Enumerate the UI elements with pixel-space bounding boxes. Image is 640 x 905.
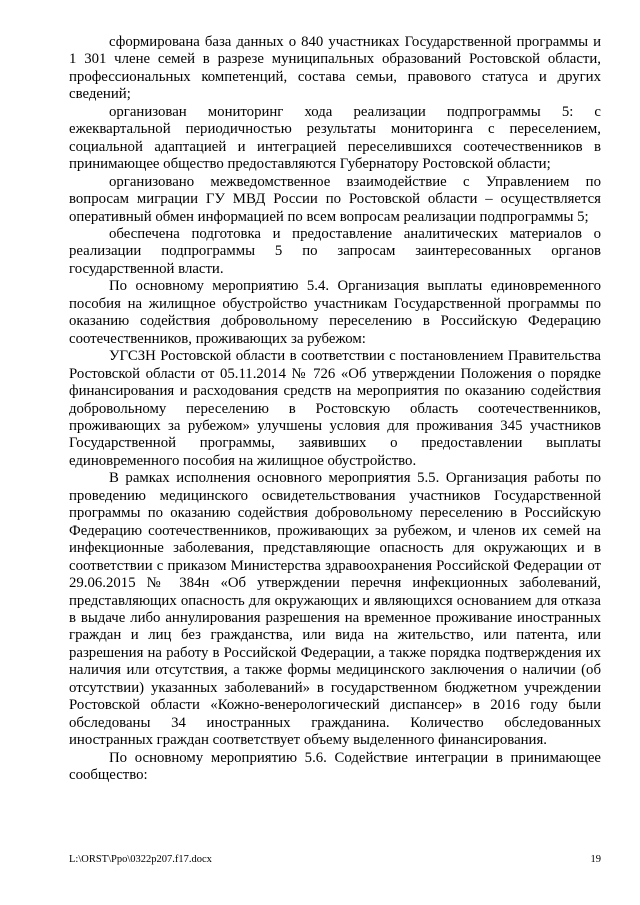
paragraph-database: сформирована база данных о 840 участниках Государственной программы и 1 301 члене семей в разрезе муниципальных образований Ростовской области, профессиональных компетенций, состава семьи, правового статуса и других сведений; (69, 34, 601, 103)
paragraph-measure-5-4: По основному мероприятию 5.4. Организация выплаты единовременного пособия на жилищное обустройство участникам Государственной программы по оказанию содействия добровольному переселению в Российскую Федерацию соотечественников, проживающих за рубежом: (69, 278, 601, 347)
paragraph-analytics: обеспечена подготовка и предоставление аналитических материалов о реализации подпрограммы 5 по запросам заинтересованных органов государственной власти. (69, 225, 601, 277)
paragraph-measure-5-5: В рамках исполнения основного мероприятия 5.5. Организация работы по проведению медицинского освидетельствования участников Государственной программы по оказанию содействия добровольному переселению в Российскую Федерацию соотечественников, проживающих за рубежом, и членов их семей на инфекционные заболевания, представляющие опасность для окружающих и в соответствии с приказом Министерства здравоохранения Российской Федерации от 29.06.2015 № 384н «Об утверждении перечня инфекционных заболеваний, представляющих опасность для окружающих и являющихся основанием для отказа в выдаче либо аннулирования разрешения на временное проживание иностранных граждан и лиц без гражданства, или вида на жительство, или патента, или разрешения на работу в Российской Федерации, а также порядка подтверждения их наличия или отсутствия, а также формы медицинского заключения о наличии (об отсутствии) указанных заболеваний» в государственном бюджетном учреждении Ростовской области «Кожно-венерологический диспансер» в 2016 году были обследованы 34 иностранных гражданина. Количество обследованных иностранных граждан соответствует объему выделенного финансирования. (69, 470, 601, 749)
paragraph-measure-5-6: По основному мероприятию 5.6. Содействие интеграции в принимающее сообщество: (69, 749, 601, 784)
page-number: 19 (590, 854, 601, 865)
footer-file-path: L:\ORST\Ppo\0322p207.f17.docx (69, 854, 212, 865)
paragraph-ugszn: УГСЗН Ростовской области в соответствии с постановлением Правительства Ростовской области от 05.11.2014 № 726 «Об утверждении Положения о порядке финансирования и расходования средств на мероприятия по оказанию содействия добровольному переселению в Ростовскую область соотечественников, проживающих за рубежом» улучшены условия для проживания 345 участников Государственной программы, заявивших о предоставлении выплаты единовременного пособия на жилищное обустройство. (69, 348, 601, 469)
body-text (69, 34, 601, 784)
paragraph-monitoring: организован мониторинг хода реализации подпрограммы 5: с ежеквартальной периодичностью результаты мониторинга с переселением, социальной адаптацией и интеграцией переселившихся соотечественников в принимающее общество предоставляются Губернатору Ростовской области; (69, 103, 601, 173)
paragraph-interagency: организовано межведомственное взаимодействие с Управлением по вопросам миграции ГУ МВД России по Ростовской области – осуществляется оперативный обмен информацией по всем вопросам реализации подпрограммы 5; (69, 173, 601, 225)
